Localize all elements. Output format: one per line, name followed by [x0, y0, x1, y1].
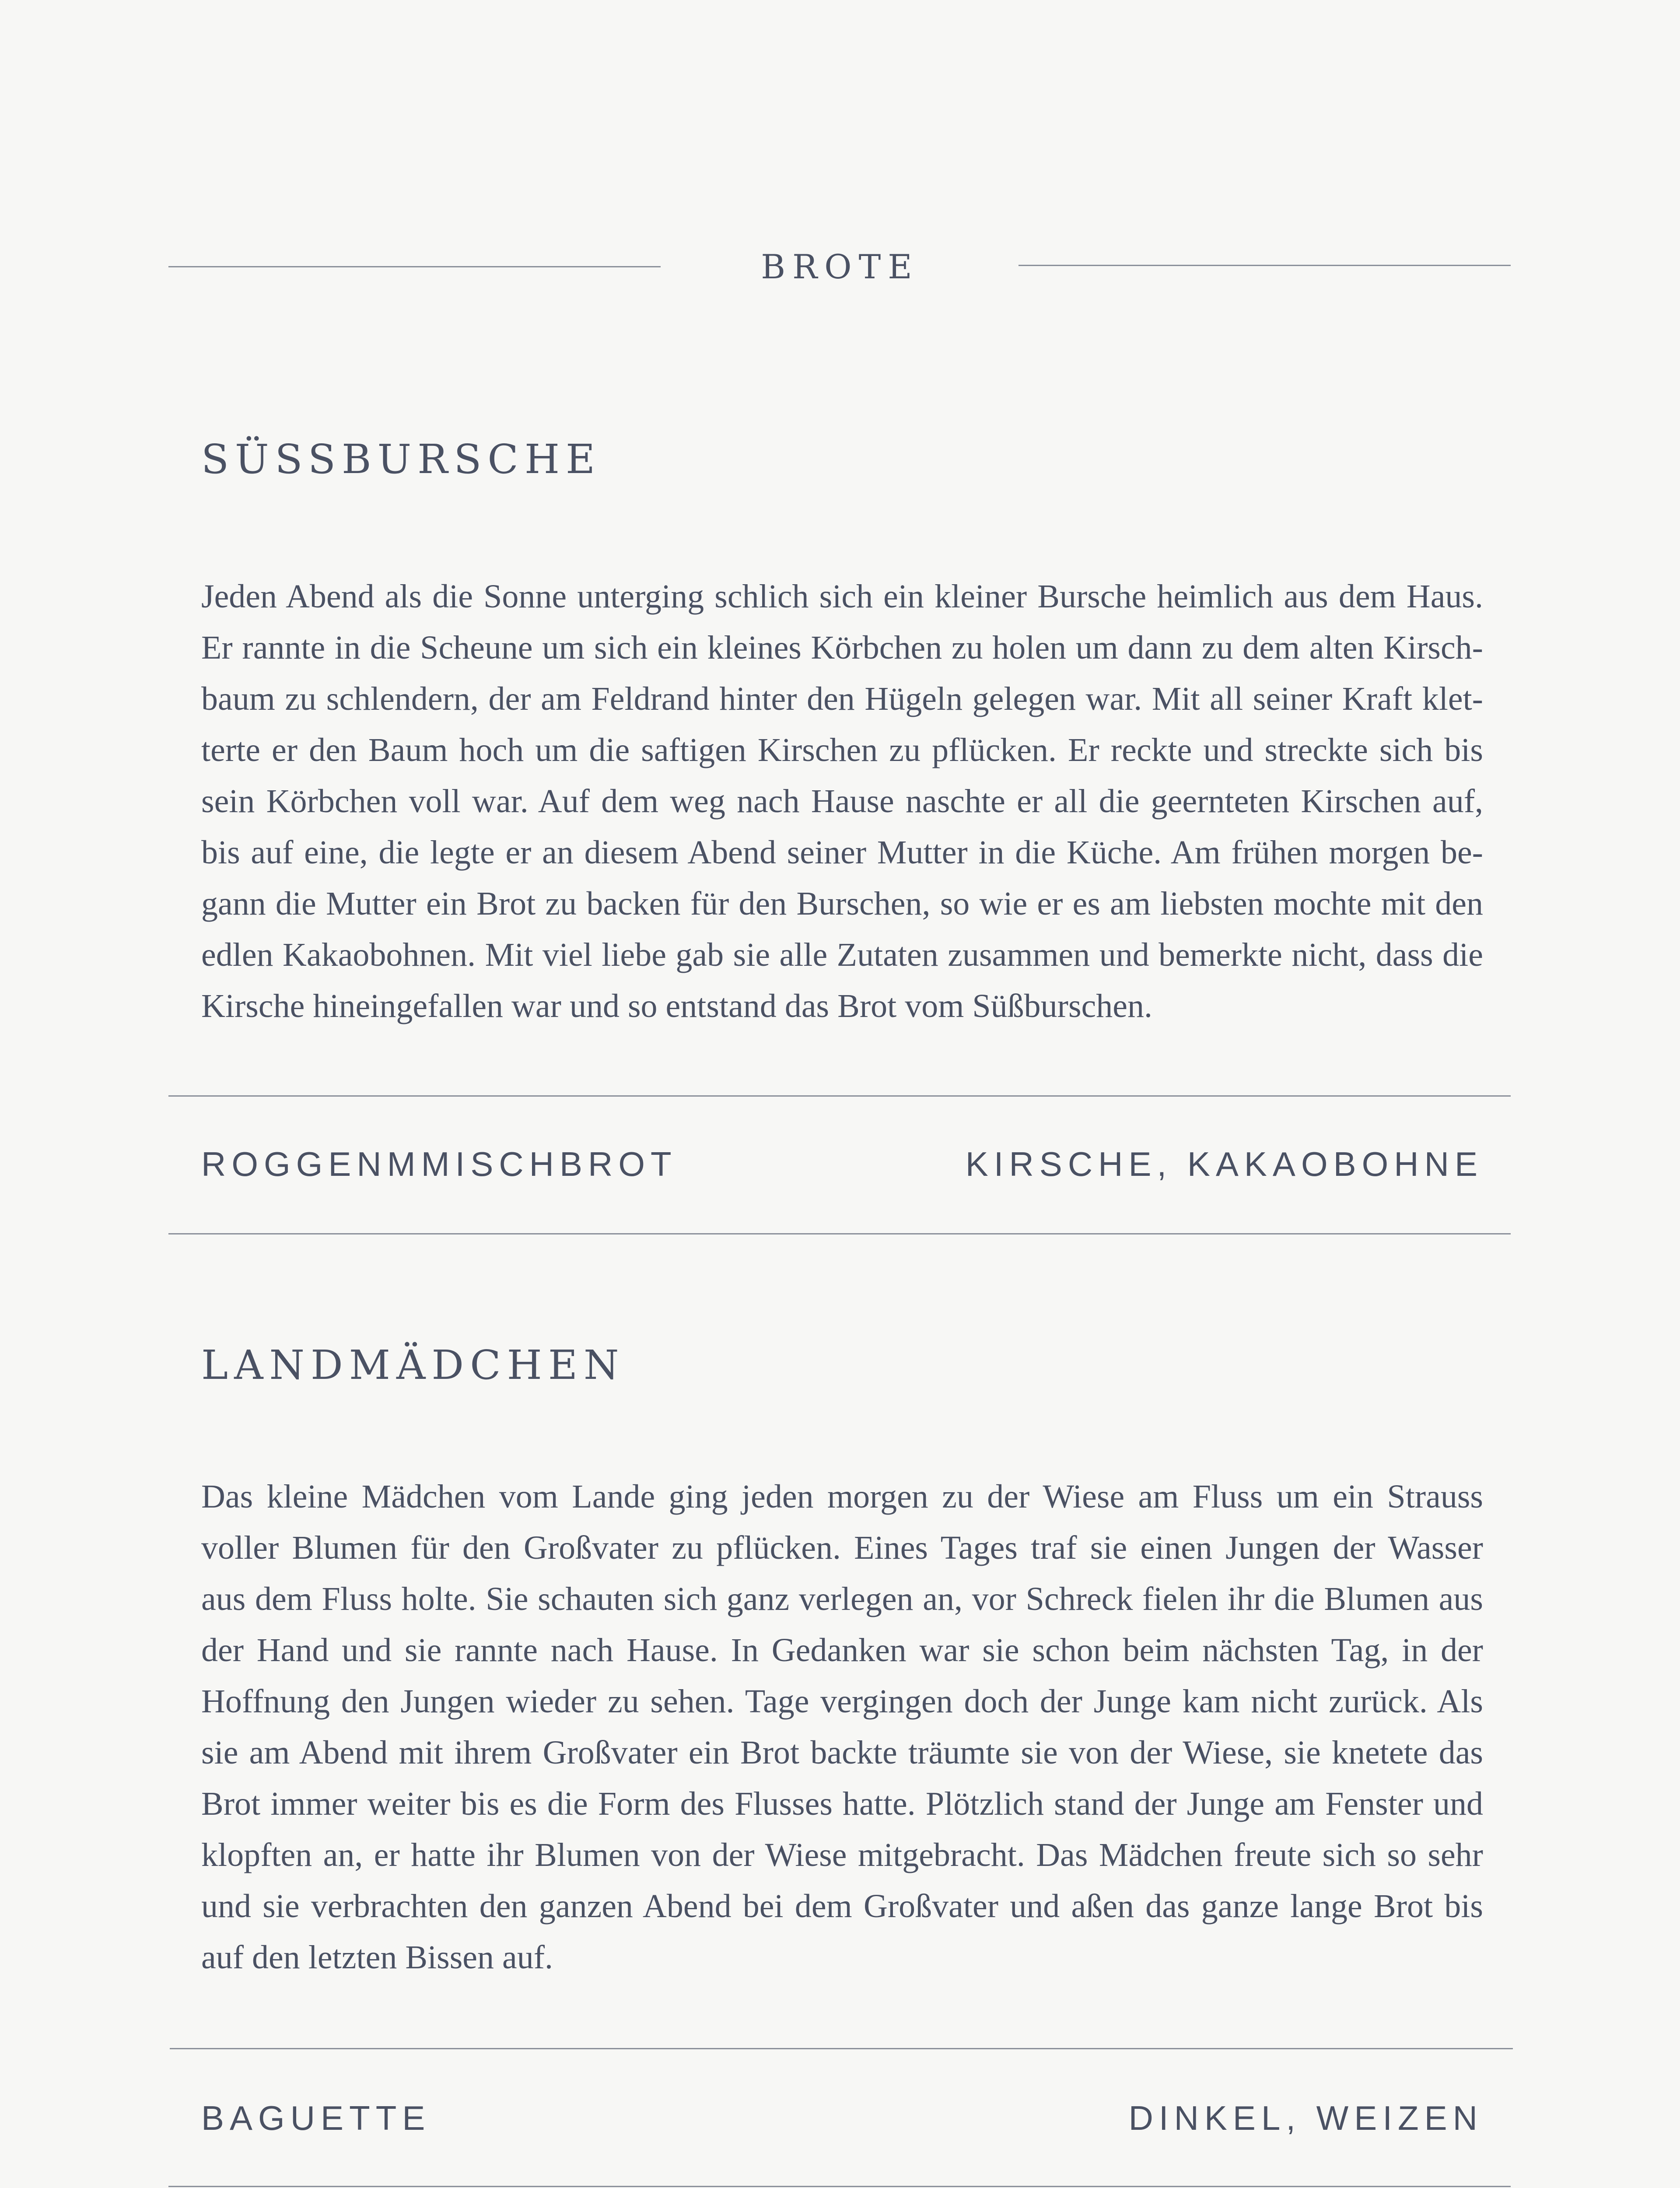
story-line: baum zu schlendern, der am Feldrand hinter den Hügeln gelegen war. Mit all seiner Kraft klet- [201, 680, 1483, 717]
header-rule-right [1018, 265, 1511, 266]
story-line: sein Körbchen voll war. Auf dem weg nach Hause naschte er all die geernteten Kirschen auf, [201, 783, 1483, 820]
story-line: Er rannte in die Scheune um sich ein kleines Körbchen zu holen um dann zu dem alten Kirsch- [201, 629, 1483, 666]
story-line: gann die Mutter ein Brot zu backen für den Burschen, so wie er es am liebsten mochte mit den [201, 885, 1483, 922]
story-line: klopften an, er hatte ihr Blumen von der Wiese mitgebracht. Das Mädchen freute sich so sehr [201, 1837, 1483, 1873]
story-line: Brot immer weiter bis es die Form des Flusses hatte. Plötzlich stand der Junge am Fenster und [201, 1785, 1483, 1822]
ingredients-label: DINKEL, WEIZEN [1128, 2099, 1483, 2137]
story-line: edlen Kakaobohnen. Mit viel liebe gab sie alle Zutaten zusammen und bemerkte nicht, dass die [201, 936, 1483, 973]
bread-type-label: BAGUETTE [201, 2099, 431, 2137]
section-title-suessbursche: SÜSSBURSCHE [201, 436, 602, 483]
story-line: auf den letzten Bissen auf. [201, 1939, 553, 1976]
story-line: voller Blumen für den Großvater zu pflücken. Eines Tages traf sie einen Jungen der Wasser [201, 1529, 1483, 1566]
story-line: Kirsche hineingefallen war und so entstand das Brot vom Süßburschen. [201, 988, 1152, 1024]
story-line: bis auf eine, die legte er an diesem Abend seiner Mutter in die Küche. Am frühen morgen be- [201, 834, 1483, 871]
story-line: Das kleine Mädchen vom Lande ging jeden morgen zu der Wiese am Fluss um ein Strauss [201, 1478, 1483, 1515]
story-line: terte er den Baum hoch um die saftigen Kirschen zu pflücken. Er reckte und streckte sich bis [201, 732, 1483, 768]
story-landmaedchen [201, 1471, 1483, 1983]
story-line: Hoffnung den Jungen wieder zu sehen. Tage vergingen doch der Junge kam nicht zurück. Als [201, 1683, 1483, 1720]
page-title: BROTE [761, 247, 919, 286]
section-rule-bottom [168, 1233, 1511, 1234]
story-line: sie am Abend mit ihrem Großvater ein Brot backte träumte sie von der Wiese, sie knetete das [201, 1734, 1483, 1771]
section-rule-top [168, 1095, 1511, 1097]
story-line: aus dem Fluss holte. Sie schauten sich ganz verlegen an, vor Schreck fielen ihr die Blumen aus [201, 1581, 1483, 1617]
ingredients-label: KIRSCHE, KAKAOBOHNE [965, 1145, 1483, 1183]
story-suessbursche [201, 571, 1483, 1032]
section-rule-bottom [168, 2186, 1511, 2187]
story-line: der Hand und sie rannte nach Hause. In Gedanken war sie schon beim nächsten Tag, in der [201, 1632, 1483, 1669]
section-rule-top [170, 2048, 1513, 2049]
story-line: Jeden Abend als die Sonne unterging schlich sich ein kleiner Bursche heimlich aus dem Haus. [201, 578, 1483, 615]
section-title-landmaedchen: LANDMÄDCHEN [201, 1342, 625, 1389]
bread-type-label: ROGGENMMISCHBROT [201, 1145, 677, 1183]
header-rule-left [168, 266, 661, 267]
story-line: und sie verbrachten den ganzen Abend bei dem Großvater und aßen das ganze lange Brot bis [201, 1888, 1483, 1925]
